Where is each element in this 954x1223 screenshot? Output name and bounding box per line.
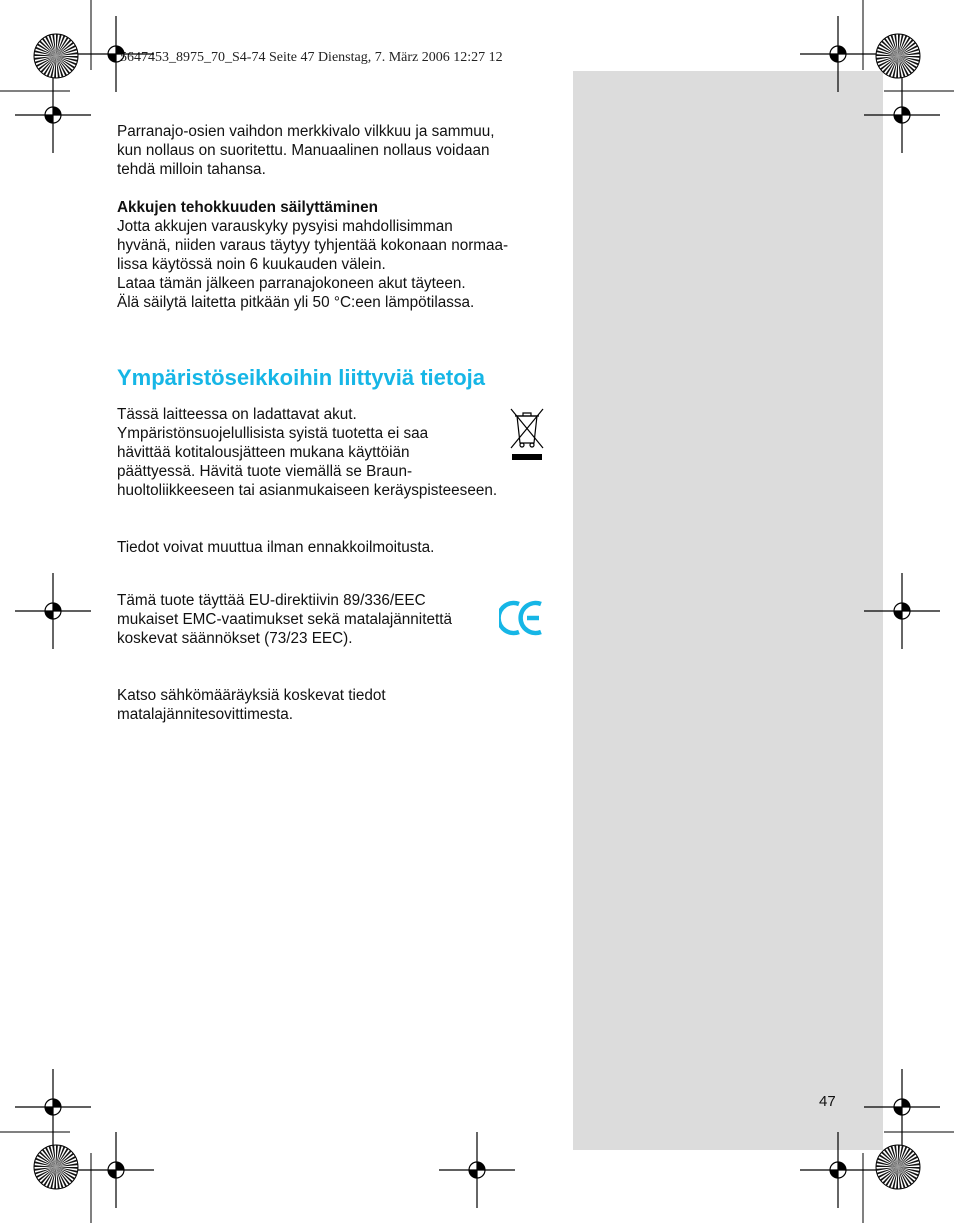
text-line: Lataa tämän jälkeen parranajokoneen akut täyteen. <box>117 275 466 292</box>
star-target-mark <box>876 1145 920 1189</box>
registration-mark <box>15 1069 91 1145</box>
crossed-out-wheelie-bin-icon <box>508 406 546 462</box>
text-line: mukaiset EMC-vaatimukset sekä matalajännitettä <box>117 611 452 628</box>
text-line: Jotta akkujen varauskyky pysyisi mahdollisimman <box>117 218 453 235</box>
registration-mark <box>864 77 940 153</box>
content-column <box>117 122 557 724</box>
text-line: Tiedot voivat muuttua ilman ennakkoilmoitusta. <box>117 539 435 556</box>
text-line: matalajännitesovittimesta. <box>117 706 293 723</box>
text-line: Ympäristönsuojelullisista syistä tuotetta ei saa <box>117 425 429 442</box>
text-line: Älä säilytä laitetta pitkään yli 50 °C:een lämpötilassa. <box>117 294 475 311</box>
notice-paragraph <box>117 538 557 557</box>
registration-mark <box>78 16 154 92</box>
registration-mark <box>15 77 91 153</box>
environment-paragraph <box>117 405 557 500</box>
registration-mark <box>439 1132 515 1208</box>
reset-paragraph <box>117 122 557 179</box>
text-line: tehdä milloin tahansa. <box>117 161 266 178</box>
star-target-mark <box>34 1145 78 1189</box>
registration-mark <box>15 573 91 649</box>
registration-mark <box>864 573 940 649</box>
text-line: Tämä tuote täyttää EU-direktiivin 89/336/EEC <box>117 592 426 609</box>
eu-paragraph <box>117 591 557 648</box>
text-line: Parranajo-osien vaihdon merkkivalo vilkkuu ja sammuu, <box>117 123 495 140</box>
text-line: Katso sähkömääräyksiä koskevat tiedot <box>117 687 386 704</box>
star-target-mark <box>34 34 78 78</box>
registration-mark <box>864 1069 940 1145</box>
battery-paragraph <box>117 198 557 312</box>
text-line: huoltoliikkeeseen tai asianmukaiseen keräyspisteeseen. <box>117 482 498 499</box>
text-line: lissa käytössä noin 6 kuukauden välein. <box>117 256 386 273</box>
text-line: koskevat säännökset (73/23 EEC). <box>117 630 353 647</box>
text-line: Tässä laitteessa on ladattavat akut. <box>117 406 357 423</box>
page-number: 47 <box>819 1093 836 1110</box>
registration-mark <box>78 1132 154 1208</box>
print-header: 5647453_8975_70_S4-74 Seite 47 Dienstag, 7. März 2006 12:27 12 <box>120 50 503 65</box>
electrical-paragraph <box>117 686 557 724</box>
text-line: päättyessä. Hävitä tuote viemällä se Braun- <box>117 463 413 480</box>
ce-mark-icon <box>499 598 545 638</box>
text-line: kun nollaus on suoritettu. Manuaalinen nollaus voidaan <box>117 142 490 159</box>
text-line: hävittää kotitalousjätteen mukana käyttöiän <box>117 444 410 461</box>
star-target-mark <box>876 34 920 78</box>
battery-heading: Akkujen tehokkuuden säilyttäminen <box>117 199 378 216</box>
section-title: Ympäristöseikkoihin liittyviä tietoja <box>117 365 485 390</box>
registration-mark <box>800 16 876 92</box>
registration-mark <box>800 1132 876 1208</box>
text-line: hyvänä, niiden varaus täytyy tyhjentää kokonaan normaa- <box>117 237 509 254</box>
